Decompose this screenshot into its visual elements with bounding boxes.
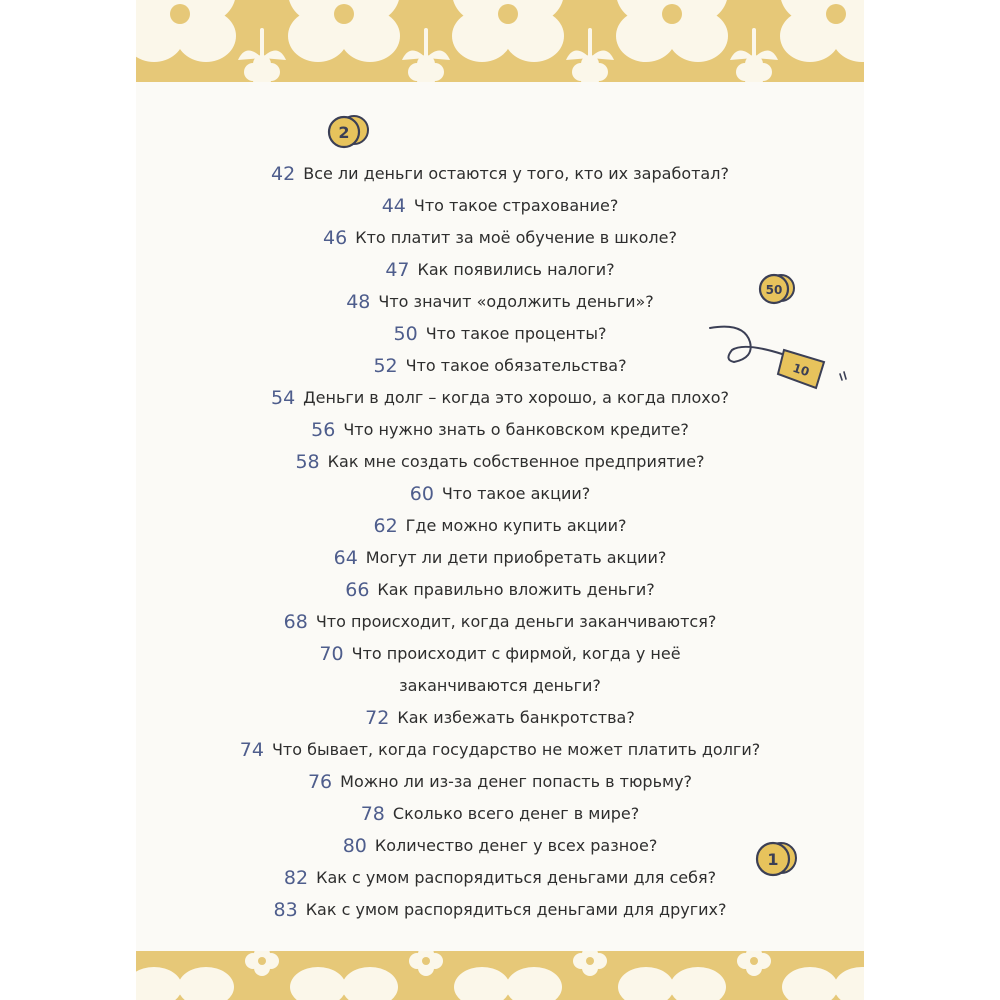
page-number: 52 [373, 355, 398, 377]
entry-title: Что такое обязательства? [405, 356, 627, 375]
coin-icon [753, 838, 801, 880]
page-number: 68 [283, 611, 308, 633]
page-number: 46 [323, 227, 348, 249]
entry-title: Где можно купить акции? [405, 516, 627, 535]
flower-pattern [136, 951, 864, 1000]
toc-entry [136, 414, 864, 446]
flower-pattern [136, 0, 864, 82]
entry-title: Кто платит за моё обучение в школе? [355, 228, 677, 247]
page-number: 74 [239, 739, 264, 761]
page-number: 54 [270, 387, 296, 409]
coin-icon [757, 272, 799, 306]
toc-entry [136, 894, 864, 926]
toc-entry [136, 510, 864, 542]
entry-title: Как правильно вложить деньги? [377, 580, 655, 599]
coin-label: 2 [338, 123, 350, 142]
toc-entry [136, 286, 864, 318]
entry-title: Все ли деньги остаются у того, кто их заработал? [303, 164, 729, 183]
toc-entry-continuation [136, 670, 864, 702]
entry-title: Могут ли дети приобретать акции? [365, 548, 667, 567]
toc-entry [136, 190, 864, 222]
entry-title: заканчиваются деньги? [399, 676, 601, 695]
book-page [136, 0, 864, 1000]
floral-band-top [136, 0, 864, 82]
toc-entry [136, 702, 864, 734]
toc-entry [136, 158, 864, 190]
entry-title: Что происходит, когда деньги заканчиваются? [315, 612, 717, 631]
toc-entry [136, 542, 864, 574]
banknote-label: 10 [790, 360, 812, 380]
page-number: 58 [295, 451, 320, 473]
banknote-icon [704, 322, 854, 398]
floral-band-bottom [136, 951, 864, 1000]
page-number: 64 [333, 547, 358, 569]
page-number: 60 [409, 483, 434, 505]
entry-title: Можно ли из-за денег попасть в тюрьму? [340, 772, 693, 791]
page-number: 70 [319, 643, 344, 665]
toc-entry [136, 766, 864, 798]
entry-title: Деньги в долг – когда это хорошо, а когда плохо? [303, 388, 729, 407]
entry-title: Количество денег у всех разное? [374, 836, 658, 855]
entry-title: Что нужно знать о банковском кредите? [343, 420, 689, 439]
coin-icon [324, 112, 376, 150]
entry-title: Что бывает, когда государство не может платить долги? [271, 740, 761, 759]
page-number: 42 [271, 163, 296, 185]
toc-entry [136, 446, 864, 478]
page-number: 82 [283, 867, 309, 889]
table-of-contents [136, 158, 864, 926]
page-number: 44 [381, 195, 406, 217]
page-number: 56 [311, 419, 336, 441]
entry-title: Что такое страхование? [413, 196, 619, 215]
coin-label: 50 [765, 283, 783, 297]
entry-title: Как с умом распорядиться деньгами для других? [305, 900, 727, 919]
entry-title: Что значит «одолжить деньги»? [378, 292, 654, 311]
entry-title: Как появились налоги? [417, 260, 615, 279]
toc-entry [136, 574, 864, 606]
page-number: 72 [365, 707, 390, 729]
page-number: 80 [342, 835, 367, 857]
toc-entry [136, 638, 864, 670]
entry-title: Что такое акции? [441, 484, 591, 503]
toc-entry [136, 606, 864, 638]
toc-entry [136, 734, 864, 766]
entry-title: Что такое проценты? [425, 324, 607, 343]
entry-title: Как с умом распорядиться деньгами для себя? [316, 868, 717, 887]
page-number: 62 [373, 515, 398, 537]
toc-entry [136, 798, 864, 830]
toc-entry [136, 478, 864, 510]
page-number: 47 [385, 259, 410, 281]
page-number: 66 [345, 579, 370, 601]
page-number: 83 [273, 899, 298, 921]
coin-label: 1 [767, 850, 779, 869]
entry-title: Как избежать банкротства? [397, 708, 635, 727]
toc-entry [136, 254, 864, 286]
entry-title: Сколько всего денег в мире? [392, 804, 640, 823]
entry-title: Как мне создать собственное предприятие? [327, 452, 705, 471]
page-number: 78 [360, 803, 385, 825]
page-number: 76 [307, 771, 333, 793]
toc-entry [136, 222, 864, 254]
entry-title: Что происходит с фирмой, когда у неё [351, 644, 681, 663]
page-number: 50 [393, 323, 418, 345]
page-number: 48 [346, 291, 371, 313]
